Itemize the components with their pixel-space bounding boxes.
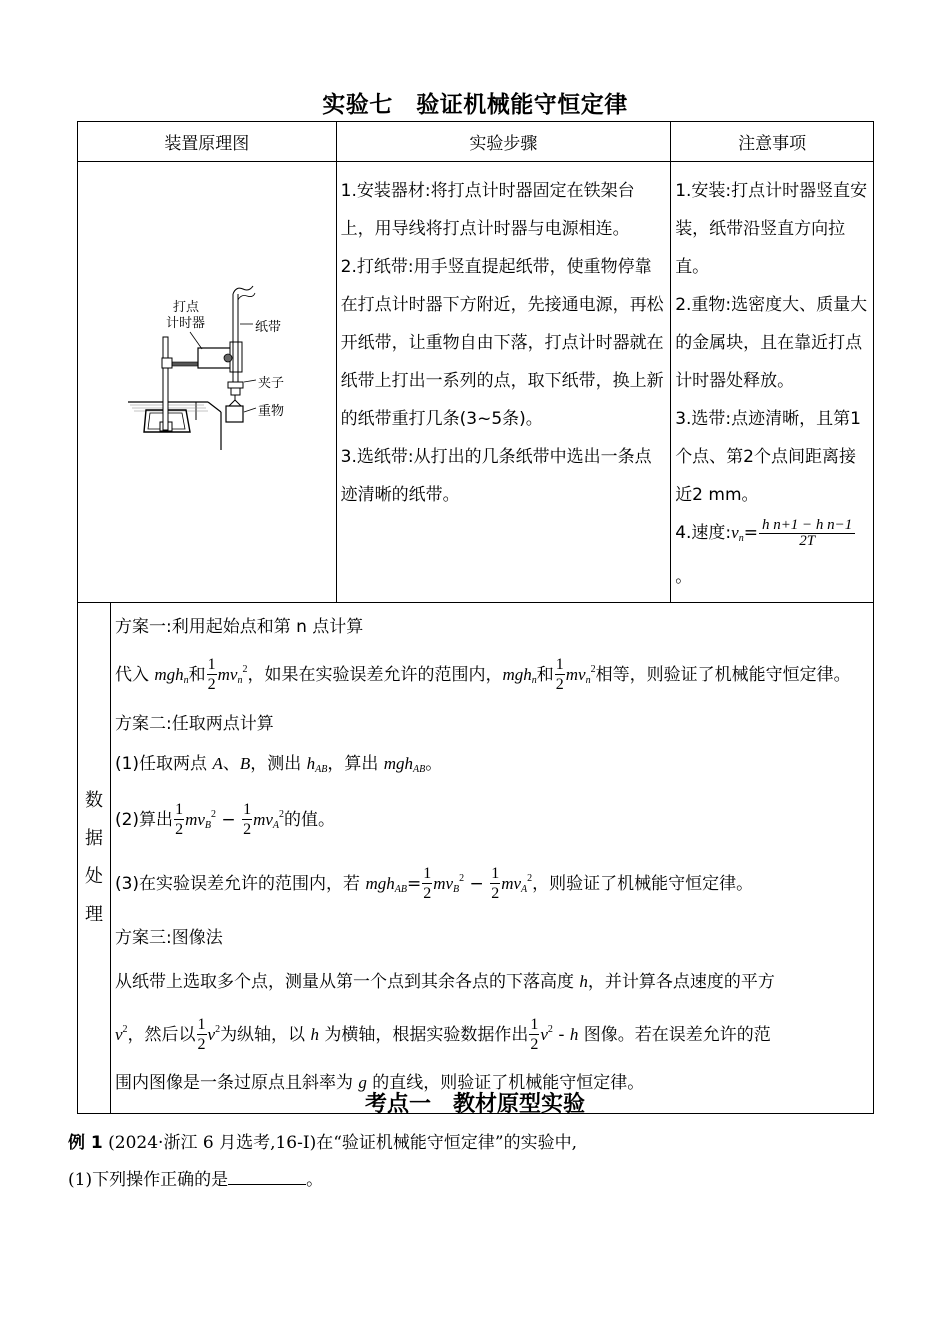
question-1: (1)下列操作正确的是 。	[68, 1170, 324, 1190]
steps-cell	[336, 162, 671, 603]
header-steps: 实验步骤	[336, 122, 671, 162]
example-intro	[68, 1128, 577, 1153]
section-title: 考点一 教材原型实验	[364, 1092, 585, 1117]
header-notes: 注意事项	[671, 122, 874, 162]
plan-1-title: 方案一:利用起始点和第 n 点计算	[114, 617, 364, 637]
data-processing-body	[110, 603, 873, 1114]
label-timer-2: 计时器	[166, 316, 206, 331]
notes-cell	[671, 162, 874, 603]
example-text: (2024·浙江 6 月选考,16-I)在“验证机械能守恒定律”的实验中,	[102, 1133, 577, 1153]
label-timer-1: 打点	[173, 300, 200, 315]
note-4: 4.速度$:v_n=$ $\frac{\text{h n+1 − h n−1}}{2T}$ 。	[675, 514, 869, 596]
plan-2-step-2: (2)算出 $\frac{1}{2}$ $mv_B^2$ − $\frac{1}{2}$ $mv_A^2$的值。	[114, 801, 335, 838]
data-processing-label: 数 据 处 理	[78, 603, 111, 1114]
data-processing-row	[78, 603, 874, 1114]
label-tape: 纸带	[255, 320, 282, 335]
table-content-row	[78, 162, 874, 603]
plan-1-text: 代入 mgh$_n$和 $\frac{1}{2}$ $mv_n^2$，如果在实验误差允许的范围内，mgh$_n$和 $\frac{1}{2}$ $mv_n^2$相等，则验证了机械能守恒定律。	[114, 656, 851, 693]
note-1: 1.安装:打点计时器竖直安装，纸带沿竖直方向拉直。	[675, 181, 868, 277]
plan-3-text: 从纸带上选取多个点，测量从第一个点到其余各点的下落高度 h，并计算各点速度的平方 $v^2$，然后以 $\frac{1}{2}$ $v^2$为纵轴，以 h 为横轴，根据实验数据作出 $\frac{1}{2}$ $v^2$ - h 图像。若在误差允许的范 围内图像是一条过原点且斜率为 g 的直线，则验证了机械能守恒定律。	[114, 972, 775, 1093]
label-clip: 夹子	[258, 376, 285, 391]
step-2: 2.打纸带:用手竖直提起纸带，使重物停靠在打点计时器下方附近，先接通电源，再松开纸带，让重物自由下落，打点计时器就在纸带上打出一系列的点，取下纸带，换上新的纸带重打几条(3~5条)。	[340, 257, 664, 429]
plan-2-step-1: (1)任取两点 A、B，测出 $h_{AB}$，算出 mgh$_{AB}$。	[114, 754, 443, 775]
example-label: 例 1	[68, 1133, 103, 1153]
step-3: 3.选纸带:从打出的几条纸带中选出一条点迹清晰的纸带。	[340, 447, 652, 505]
apparatus-diagram	[78, 182, 336, 582]
experiment-table	[77, 121, 874, 1114]
apparatus-figure	[78, 182, 336, 582]
velocity-fraction: $\frac{\text{h n+1 − h n−1}}{2T}$	[759, 518, 855, 549]
plan-3-title: 方案三:图像法	[114, 928, 223, 948]
plan-2-step-3: (3)在实验误差允许的范围内，若 mgh$_{AB}$= $\frac{1}{2}$ $mv_B^2$ − $\frac{1}{2}$ $mv_A^2$，则验证了机械能守恒定律。	[114, 865, 754, 902]
apparatus-cell	[78, 162, 337, 603]
note-3: 3.选带:点迹清晰，且第1个点、第2个点间距离接近2 mm。	[675, 409, 861, 505]
header-apparatus: 装置原理图	[78, 122, 337, 162]
page-title: 实验七 验证机械能守恒定律	[322, 92, 628, 118]
plan-2-title: 方案二:任取两点计算	[114, 714, 274, 734]
step-1: 1.安装器材:将打点计时器固定在铁架台上，用导线将打点计时器与电源相连。	[340, 181, 635, 239]
table-header-row	[78, 122, 874, 162]
label-weight: 重物	[258, 404, 285, 419]
note-2: 2.重物:选密度大、质量大的金属块，且在靠近打点计时器处释放。	[675, 295, 868, 391]
answer-blank[interactable]	[228, 1168, 306, 1185]
